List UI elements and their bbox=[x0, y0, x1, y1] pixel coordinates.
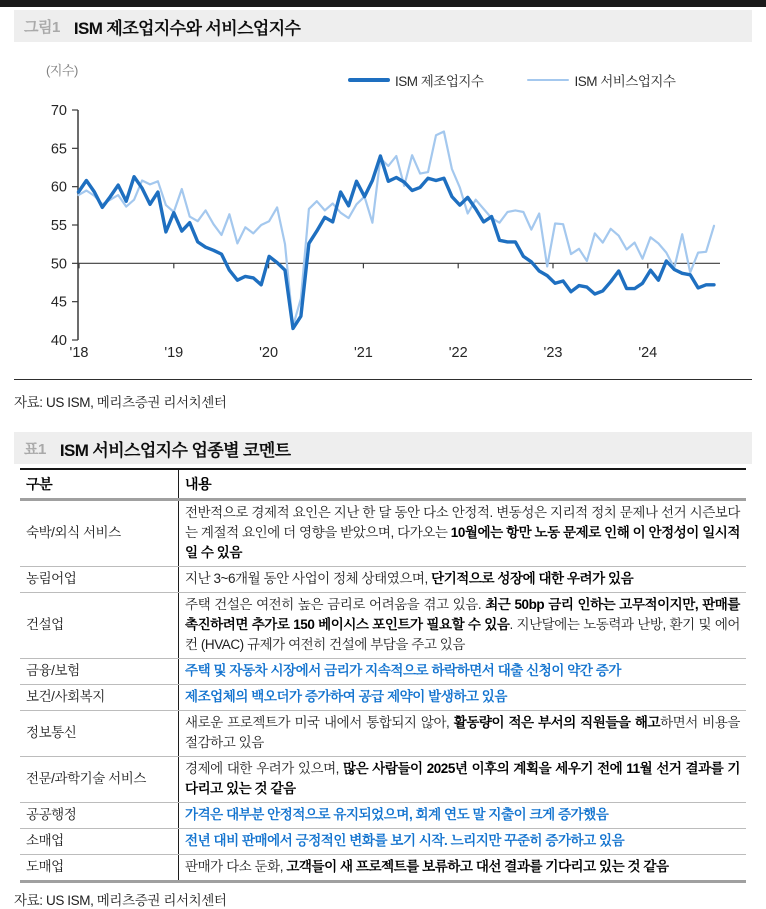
comment-segment: 활동량이 적은 부서의 직원들을 해고 bbox=[453, 715, 661, 730]
y-tick-label: 40 bbox=[50, 333, 67, 349]
legend-label-manufacturing: ISM 제조업지수 bbox=[395, 74, 484, 89]
table-tag: 표1 bbox=[24, 440, 46, 458]
table-row bbox=[20, 829, 746, 855]
x-tick-label: '18 bbox=[69, 345, 89, 361]
comment-segment: 단기적으로 성장에 대한 우려가 있음 bbox=[431, 571, 634, 586]
x-tick-label: '21 bbox=[353, 345, 373, 361]
table-title: ISM 서비스업지수 업종별 코멘트 bbox=[59, 440, 291, 460]
comment-segment: 고객들이 새 프로젝트를 보류하고 대선 결과를 기다리고 있는 것 같음 bbox=[286, 859, 669, 874]
row-comment bbox=[179, 757, 747, 803]
y-tick-label: 60 bbox=[50, 179, 67, 196]
comment-segment: 경제에 대한 우려가 있으며, bbox=[185, 761, 344, 776]
row-comment bbox=[179, 829, 747, 855]
row-category-label: 도매업 bbox=[20, 855, 179, 882]
comment-segment: 최근 50bp 금리 인하는 고무적이지만, 판매를 촉진하려면 추가로 150 베이시스 포인트가 필요할 수 있음 bbox=[185, 597, 740, 632]
line-chart bbox=[0, 0, 766, 400]
y-tick-label: 70 bbox=[50, 103, 67, 119]
table-section bbox=[14, 432, 752, 909]
x-tick-label: '23 bbox=[543, 345, 563, 361]
x-tick-label: '20 bbox=[259, 345, 279, 361]
x-tick-label: '19 bbox=[164, 345, 184, 361]
row-category-label: 금융/보험 bbox=[20, 659, 179, 685]
row-category-label: 소매업 bbox=[20, 829, 179, 855]
row-comment bbox=[179, 855, 747, 882]
row-comment bbox=[179, 500, 747, 567]
figure-bottom-rule bbox=[14, 379, 752, 380]
row-comment bbox=[179, 567, 747, 593]
row-comment bbox=[179, 803, 747, 829]
table-row bbox=[20, 593, 746, 659]
row-comment bbox=[179, 711, 747, 757]
row-category-label: 공공행정 bbox=[20, 803, 179, 829]
y-tick-label: 55 bbox=[50, 218, 67, 234]
table-row bbox=[20, 757, 746, 803]
services-line bbox=[79, 132, 715, 327]
figure-tag: 그림1 bbox=[24, 18, 60, 36]
table-row bbox=[20, 659, 746, 685]
table-header-row bbox=[20, 469, 746, 500]
table-row bbox=[20, 803, 746, 829]
row-category-label: 전문/과학기술 서비스 bbox=[20, 757, 179, 803]
y-tick-label: 65 bbox=[50, 141, 67, 158]
comment-segment: 주택 및 자동차 시장에서 금리가 지속적으로 하락하면서 대출 신청이 약간 증가 bbox=[185, 663, 621, 678]
comment-segment: 지난 3~6개월 동안 사업이 정체 상태였으며, bbox=[185, 571, 432, 586]
row-comment bbox=[179, 685, 747, 711]
table-titlebar bbox=[14, 432, 752, 464]
row-comment bbox=[179, 659, 747, 685]
table-row bbox=[20, 685, 746, 711]
row-category-label: 숙박/외식 서비스 bbox=[20, 500, 179, 567]
row-category-label: 정보통신 bbox=[20, 711, 179, 757]
figure-source: 자료: US ISM, 메리츠증권 리서치센터 bbox=[14, 395, 227, 410]
comment-segment: 10월에는 항만 노동 문제로 인해 이 안정성이 일시적일 수 있음 bbox=[185, 525, 740, 560]
column-header-content: 내용 bbox=[179, 469, 747, 500]
x-tick-label: '24 bbox=[638, 345, 658, 361]
table-row bbox=[20, 711, 746, 757]
comment-segment: . 지난달에는 노동력과 난방, 환기 및 에어컨 (HVAC) 규제가 여전히 건설에 부담을 주고 있음 bbox=[185, 617, 740, 652]
comment-segment: 하면서 비용을 절감하고 있음 bbox=[185, 715, 740, 750]
comment-segment: 전반적으로 경제적 요인은 지난 한 달 동안 다소 안정적. 변동성은 지리적 정치 문제나 선거 시즌보다는 계절적 요인에 더 영향을 받았으며, 다가오는 bbox=[185, 505, 740, 540]
comment-segment: 주택 건설은 여전히 높은 금리로 어려움을 겪고 있음. bbox=[185, 597, 486, 612]
figure-title: ISM 제조업지수와 서비스업지수 bbox=[73, 18, 301, 38]
comment-segment: 가격은 대부분 안정적으로 유지되었으며, 회계 연도 말 지출이 크게 증가했음 bbox=[185, 807, 609, 822]
table-source: 자료: US ISM, 메리츠증권 리서치센터 bbox=[14, 893, 227, 908]
comment-segment: 전년 대비 판매에서 긍정적인 변화를 보기 시작. 느리지만 꾸준히 증가하고 있음 bbox=[185, 833, 625, 848]
comment-segment: 판매가 다소 둔화, bbox=[185, 859, 287, 874]
table-row bbox=[20, 567, 746, 593]
x-tick-label: '22 bbox=[448, 345, 468, 361]
comment-segment: 새로운 프로젝트가 미국 내에서 통합되지 않아, bbox=[185, 715, 454, 730]
y-axis-unit-label: (지수) bbox=[46, 63, 78, 78]
table-row bbox=[20, 855, 746, 882]
comment-segment: 많은 사람들이 2025년 이후의 계획을 세우기 전에 11월 선거 결과를 기다리고 있는 것 같음 bbox=[185, 761, 740, 796]
legend-label-services: ISM 서비스업지수 bbox=[574, 74, 676, 89]
row-category-label: 건설업 bbox=[20, 593, 179, 659]
y-tick-label: 50 bbox=[50, 256, 67, 273]
comment-table bbox=[20, 468, 746, 883]
row-comment bbox=[179, 593, 747, 659]
row-category-label: 농림어업 bbox=[20, 567, 179, 593]
y-tick-label: 45 bbox=[50, 294, 67, 311]
comment-segment: 제조업체의 백오더가 증가하여 공급 제약이 발생하고 있음 bbox=[185, 689, 507, 704]
table-row bbox=[20, 500, 746, 567]
row-category-label: 보건/사회복지 bbox=[20, 685, 179, 711]
column-header-category: 구분 bbox=[20, 469, 179, 500]
manufacturing-line bbox=[79, 156, 715, 329]
